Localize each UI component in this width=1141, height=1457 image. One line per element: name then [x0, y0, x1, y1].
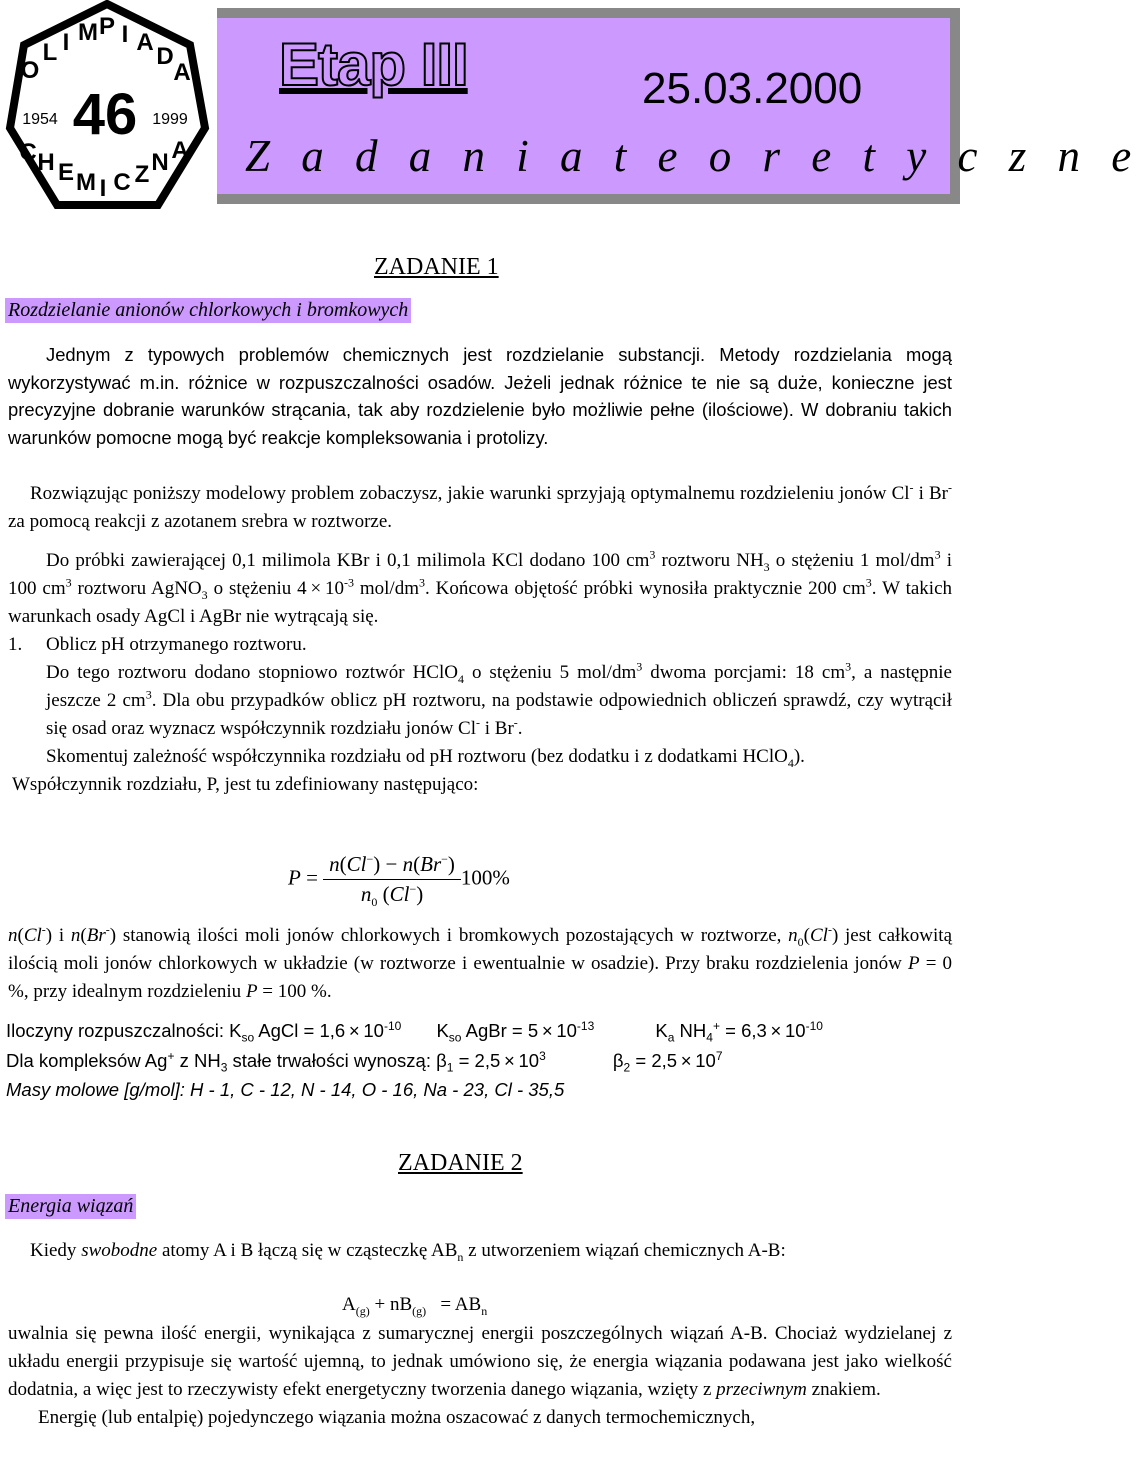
logo-letter: P: [98, 13, 116, 40]
intro-paragraph-1: Jednym z typowych problemów chemicznych jest rozdzielanie substancji. Metody rozdzielania mogą wykorzystywać m.in. różnice w rozpuszczalności osadów. Jeżeli jednak różnice te nie są duże, konieczne jest precyzyjne dobranie warunków strącania, tak aby rozdzielenie było możliwie pełne (ilościowe). W dobraniu takich warunków pomocne mogą być reakcje kompleksowania i protolizy.: [8, 344, 952, 448]
question-3: Skomentuj zależność współczynnika rozdziału od pH roztworu (bez dodatku i z dodatkami HClO$_4$).: [46, 746, 805, 770]
stability-constants: Dla kompleksów Ag+ z $NH_3$ stałe trwałości wynoszą: $\beta_1 = 2,5 \times 10^3$ $\beta_2 = 2,5 \times 10^7$: [6, 1048, 723, 1075]
exam-date: 25.03.2000: [642, 64, 863, 113]
logo-letter: L: [42, 39, 58, 66]
stage-title: Etap III: [279, 31, 468, 98]
logo-number: 46: [72, 82, 138, 147]
logo-letter: M: [78, 19, 98, 46]
task2-paragraph-1: Kiedy swobodne atomy A i B łączą się w cząsteczkę $AB_n$ z utworzeniem wiązań chemicznych A-B:: [30, 1240, 786, 1264]
problem-statement: Do próbki zawierającej 0,1 milimola KBr i 0,1 milimola KCl dodano 100 $cm^3$ roztworu $NH_3$ o stężeniu 1 mol/$dm^3$ i 100 $cm^3$ roztworu AgNO$_3$ o stężeniu $4 \times 10^{-3}$ mol/$dm^3$. Końcowa objętość próbki wynosiła praktycznie 200 $cm^3$. W takich warunkach osady AgCl i AgBr nie wytrącają się.: [8, 547, 953, 627]
task2-title: ZADANIE 2: [398, 1150, 523, 1176]
logo-letter: D: [156, 43, 174, 70]
task2-paragraph-3: Energię (lub entalpię) pojedynczego wiązania można oszacować z danych termochemicznych,: [38, 1407, 756, 1428]
logo-letter: I: [62, 29, 70, 56]
logo-letter: C: [19, 139, 37, 166]
logo-year-right: 1999: [152, 111, 188, 128]
bond-reaction: $A_{(g)} + nB_{(g)} = AB_n$: [342, 1294, 488, 1318]
task1-topic: Rozdzielanie anionów chlorkowych i bromkowych: [5, 298, 411, 323]
task1-intro-2: [8, 480, 952, 536]
task1-body: [8, 547, 952, 799]
task1-title: ZADANIE 1: [374, 254, 499, 280]
logo-letter: A: [173, 59, 191, 86]
logo-letter: O: [20, 57, 40, 84]
logo-letter: I: [99, 175, 107, 202]
logo-letter: A: [136, 29, 154, 56]
explanation-text: n(Cl-) i n(Br-) stanowią ilości moli jonów chlorkowych i bromkowych pozostających w roztworze, $n_0(Cl^-)$ jest całkowitą ilością moli jonów chlorkowych w układzie (w roztworze i ewentualnie w osadzie). Przy braku rozdzielenia jonów P = 0 %, przy idealnym rozdzieleniu P = 100 %.: [8, 922, 953, 1002]
solubility-products: Iloczyny rozpuszczalności: $K_{so}$ AgCl = $1,6 \times 10^{-10}$ $K_{so}$ AgBr = $5 \times 10^{-13}$ $K_a$ $NH_4^+ = 6,3 \times 10^{-10}$: [6, 1018, 823, 1045]
task2-paragraph-2: uwalnia się pewna ilość energii, wynikająca z sumarycznej energii poszczególnych wiązań A-B. Chociaż wydzielanej z układu energii przypisuje się wartość ujemną, to jednak umówiono się, że energia wiązania podawana jest jako wielkość dodatnia, a więc jest to rzeczywisty efekt energetyczny tworzenia danego wiązania, wzięty z przeciwnym znakiem.: [8, 1323, 952, 1400]
question-1: 1. Oblicz pH otrzymanego roztworu.: [8, 634, 307, 655]
olympiad-logo: [0, 0, 215, 230]
page-subtitle: Z a d a n i a t e o r e t y c z n e: [245, 131, 1141, 181]
logo-year-left: 1954: [22, 111, 58, 128]
logo-letter: Z: [134, 161, 150, 188]
logo-letter: A: [171, 137, 189, 164]
definition-intro: Współczynnik rozdziału, P, jest tu zdefiniowany następująco:: [12, 774, 479, 795]
logo-letter: I: [121, 21, 129, 48]
task1-intro: [8, 341, 952, 451]
logo-letter: H: [37, 149, 55, 176]
intro-paragraph-2: Rozwiązując poniższy modelowy problem zobaczysz, jakie warunki sprzyjają optymalnemu rozdzieleniu jonów Cl- i Br- za pomocą reakcji z azotanem srebra w roztworze.: [8, 480, 952, 532]
logo-letter: C: [113, 169, 131, 196]
formula-explanation: [8, 922, 952, 1006]
task2-intro: [8, 1237, 952, 1265]
task2-topic: Energia wiązań: [5, 1194, 136, 1219]
partition-formula: P = $\frac{n(Cl^-) - n(Br^-)}{n_0 (Cl^-)}$ 100%: [288, 852, 510, 910]
task2-body: [8, 1320, 952, 1432]
molar-masses: Masy molowe [g/mol]: H - 1, C - 12, N - 14, O - 16, Na - 23, Cl - 35,5: [6, 1079, 565, 1100]
logo-letter: N: [151, 149, 169, 176]
logo-letter: E: [57, 159, 75, 186]
formula-fraction: $\frac{n(Cl^-) - n(Br^-)}{n_0 (Cl^-)}$: [323, 852, 461, 907]
question-2: Do tego roztworu dodano stopniowo roztwór HClO$_4$ o stężeniu 5 mol/$dm^3$ dwoma porcjami: 18 $cm^3$, a następnie jeszcze 2 $cm^3$. Dla obu przypadków oblicz pH roztworu, na podstawie odpowiednich obliczeń sprawdź, czy wytrącił się osad oraz wyznacz współczynnik rozdziału jonów Cl- i Br-.: [46, 659, 952, 739]
logo-letter: M: [76, 169, 96, 196]
